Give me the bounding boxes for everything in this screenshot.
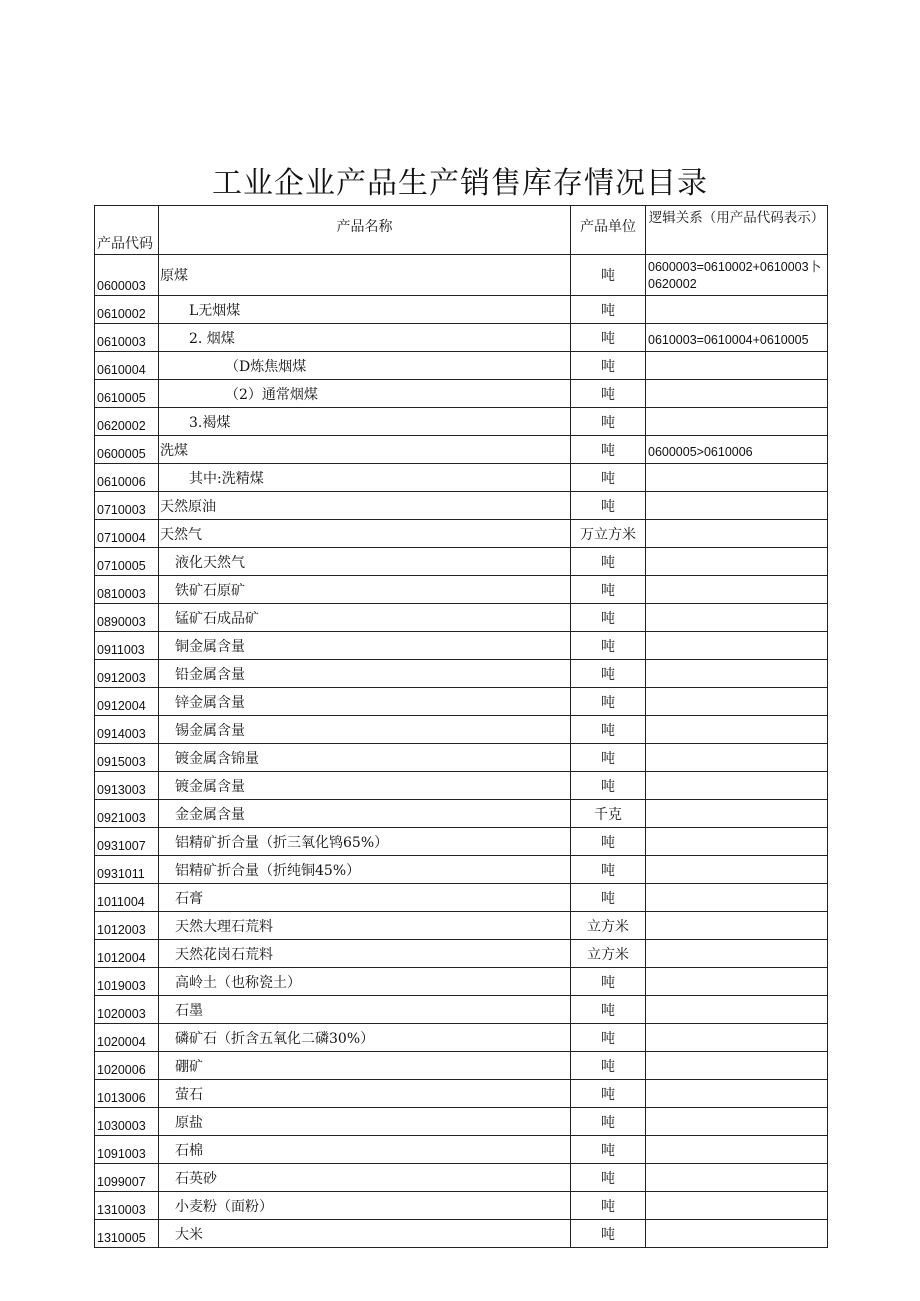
product-unit-cell: 吨 — [571, 632, 646, 660]
logic-relation-cell: 0610003=0610004+0610005 — [646, 324, 828, 352]
product-code-cell: 1310003 — [95, 1192, 159, 1220]
product-unit-cell: 吨 — [571, 1052, 646, 1080]
product-code-cell: 1012003 — [95, 912, 159, 940]
table-row — [95, 436, 828, 464]
logic-relation-cell — [646, 352, 828, 380]
product-code-cell: 0913003 — [95, 772, 159, 800]
product-name-cell: 液化天然气 — [159, 548, 571, 576]
product-code-cell: 0610006 — [95, 464, 159, 492]
table-row — [95, 632, 828, 660]
product-code-cell: 0914003 — [95, 716, 159, 744]
product-code-cell: 1019003 — [95, 968, 159, 996]
product-unit-cell: 吨 — [571, 436, 646, 464]
product-name-cell: 石棉 — [159, 1136, 571, 1164]
product-unit-cell: 吨 — [571, 1220, 646, 1248]
logic-relation-cell — [646, 380, 828, 408]
product-code-cell: 0912003 — [95, 660, 159, 688]
product-code-cell: 0921003 — [95, 800, 159, 828]
table-row — [95, 912, 828, 940]
product-unit-cell: 吨 — [571, 744, 646, 772]
product-unit-cell: 吨 — [571, 352, 646, 380]
table-row — [95, 688, 828, 716]
product-code-cell: 1012004 — [95, 940, 159, 968]
product-unit-cell: 吨 — [571, 255, 646, 296]
logic-relation-cell — [646, 1052, 828, 1080]
header-product-name: 产品名称 — [159, 206, 571, 255]
table-row — [95, 996, 828, 1024]
product-name-cell: 铝精矿折合量（折三氧化鸨65%） — [159, 828, 571, 856]
table-row — [95, 352, 828, 380]
table-row — [95, 1192, 828, 1220]
product-unit-cell: 吨 — [571, 576, 646, 604]
logic-relation-cell — [646, 576, 828, 604]
logic-relation-cell — [646, 1080, 828, 1108]
product-unit-cell: 立方米 — [571, 940, 646, 968]
product-unit-cell: 立方米 — [571, 912, 646, 940]
product-code-cell: 1020006 — [95, 1052, 159, 1080]
product-name-cell: 镀金属含锦量 — [159, 744, 571, 772]
product-name-cell: 2. 烟煤 — [159, 324, 571, 352]
product-code-cell: 0710005 — [95, 548, 159, 576]
product-code-cell: 0600003 — [95, 255, 159, 296]
table-row — [95, 604, 828, 632]
table-row — [95, 408, 828, 436]
table-row — [95, 800, 828, 828]
logic-relation-cell — [646, 632, 828, 660]
product-name-cell: 天然花岗石荒料 — [159, 940, 571, 968]
table-row — [95, 968, 828, 996]
product-name-cell: 原盐 — [159, 1108, 571, 1136]
product-unit-cell: 吨 — [571, 884, 646, 912]
table-row — [95, 716, 828, 744]
product-unit-cell: 千克 — [571, 800, 646, 828]
logic-relation-cell — [646, 688, 828, 716]
product-unit-cell: 吨 — [571, 548, 646, 576]
header-product-unit: 产品单位 — [571, 206, 646, 255]
product-name-cell: 其中:洗精煤 — [159, 464, 571, 492]
logic-relation-cell — [646, 464, 828, 492]
product-code-cell: 0620002 — [95, 408, 159, 436]
logic-relation-cell — [646, 996, 828, 1024]
product-name-cell: 大米 — [159, 1220, 571, 1248]
product-name-cell: 天然大理石荒料 — [159, 912, 571, 940]
table-row — [95, 548, 828, 576]
product-unit-cell: 吨 — [571, 828, 646, 856]
product-unit-cell: 吨 — [571, 716, 646, 744]
logic-relation-cell — [646, 604, 828, 632]
header-product-code: 产品代码 — [95, 206, 159, 255]
product-unit-cell: 吨 — [571, 856, 646, 884]
logic-relation-cell: 0600005>0610006 — [646, 436, 828, 464]
product-unit-cell: 吨 — [571, 968, 646, 996]
table-row — [95, 1024, 828, 1052]
product-code-cell: 1013006 — [95, 1080, 159, 1108]
table-row — [95, 296, 828, 324]
product-name-cell: 锌金属含量 — [159, 688, 571, 716]
table-row — [95, 380, 828, 408]
logic-relation-cell — [646, 1220, 828, 1248]
logic-relation-cell — [646, 772, 828, 800]
product-code-cell: 0915003 — [95, 744, 159, 772]
product-code-cell: 0890003 — [95, 604, 159, 632]
logic-relation-cell — [646, 828, 828, 856]
page-title: 工业企业产品生产销售库存情况目录 — [212, 166, 708, 201]
product-unit-cell: 吨 — [571, 1108, 646, 1136]
product-name-cell: 洗煤 — [159, 436, 571, 464]
table-row — [95, 940, 828, 968]
logic-relation-cell — [646, 940, 828, 968]
logic-relation-cell — [646, 1164, 828, 1192]
product-name-cell: 铅金属含量 — [159, 660, 571, 688]
product-code-cell: 0610002 — [95, 296, 159, 324]
table-row — [95, 464, 828, 492]
product-code-cell: 0610004 — [95, 352, 159, 380]
table-body — [95, 255, 828, 1248]
product-unit-cell: 吨 — [571, 1136, 646, 1164]
product-unit-cell: 吨 — [571, 492, 646, 520]
product-code-cell: 0810003 — [95, 576, 159, 604]
table-row — [95, 828, 828, 856]
logic-relation-cell — [646, 800, 828, 828]
logic-relation-cell — [646, 1024, 828, 1052]
table-row — [95, 1136, 828, 1164]
logic-relation-cell — [646, 1108, 828, 1136]
product-unit-cell: 吨 — [571, 1164, 646, 1192]
product-name-cell: 镀金属含量 — [159, 772, 571, 800]
product-unit-cell: 吨 — [571, 296, 646, 324]
product-code-cell: 1011004 — [95, 884, 159, 912]
product-name-cell: 铝精矿折合量（折纯铜45%） — [159, 856, 571, 884]
product-name-cell: 锰矿石成品矿 — [159, 604, 571, 632]
table-row — [95, 744, 828, 772]
logic-relation-cell — [646, 492, 828, 520]
product-code-cell: 0710003 — [95, 492, 159, 520]
product-name-cell: 高岭土（也称瓷土） — [159, 968, 571, 996]
product-name-cell: 硼矿 — [159, 1052, 571, 1080]
logic-relation-cell — [646, 296, 828, 324]
product-name-cell: 石英砂 — [159, 1164, 571, 1192]
table-row — [95, 856, 828, 884]
product-name-cell: 石膏 — [159, 884, 571, 912]
product-code-cell: 0610005 — [95, 380, 159, 408]
product-code-cell: 0931011 — [95, 856, 159, 884]
product-code-cell: 1020003 — [95, 996, 159, 1024]
logic-relation-cell — [646, 520, 828, 548]
product-name-cell: （D炼焦烟煤 — [159, 352, 571, 380]
product-code-cell: 1310005 — [95, 1220, 159, 1248]
logic-relation-cell — [646, 408, 828, 436]
logic-relation-cell — [646, 1136, 828, 1164]
logic-relation-cell — [646, 912, 828, 940]
logic-relation-cell — [646, 968, 828, 996]
product-code-cell: 0911003 — [95, 632, 159, 660]
table-row — [95, 520, 828, 548]
product-unit-cell: 吨 — [571, 1192, 646, 1220]
product-name-cell: 萤石 — [159, 1080, 571, 1108]
product-name-cell: 小麦粉（面粉） — [159, 1192, 571, 1220]
logic-relation-cell — [646, 856, 828, 884]
product-name-cell: 天然气 — [159, 520, 571, 548]
product-code-cell: 0710004 — [95, 520, 159, 548]
table-row — [95, 772, 828, 800]
product-unit-cell: 吨 — [571, 688, 646, 716]
product-name-cell: 天然原油 — [159, 492, 571, 520]
product-unit-cell: 吨 — [571, 660, 646, 688]
product-code-cell: 0912004 — [95, 688, 159, 716]
table-row — [95, 1108, 828, 1136]
product-unit-cell: 吨 — [571, 408, 646, 436]
logic-relation-cell — [646, 884, 828, 912]
product-code-cell: 0600005 — [95, 436, 159, 464]
table-header-row — [95, 206, 828, 255]
table-row — [95, 1052, 828, 1080]
product-unit-cell: 吨 — [571, 996, 646, 1024]
product-code-cell: 0610003 — [95, 324, 159, 352]
logic-relation-cell — [646, 660, 828, 688]
product-name-cell: 原煤 — [159, 255, 571, 296]
logic-relation-cell — [646, 744, 828, 772]
product-name-cell: L无烟煤 — [159, 296, 571, 324]
table-row — [95, 255, 828, 296]
product-name-cell: 铁矿石原矿 — [159, 576, 571, 604]
product-name-cell: （2）通常烟煤 — [159, 380, 571, 408]
table-row — [95, 576, 828, 604]
header-logic-relation: 逻辑关系（用产品代码表示） — [646, 206, 828, 255]
table-row — [95, 324, 828, 352]
product-catalog-table — [94, 205, 828, 1248]
product-unit-cell: 吨 — [571, 1024, 646, 1052]
product-unit-cell: 吨 — [571, 1080, 646, 1108]
product-unit-cell: 吨 — [571, 772, 646, 800]
product-unit-cell: 吨 — [571, 464, 646, 492]
product-name-cell: 磷矿石（折含五氧化二磷30%） — [159, 1024, 571, 1052]
product-code-cell: 1030003 — [95, 1108, 159, 1136]
logic-relation-cell — [646, 716, 828, 744]
product-code-cell: 1020004 — [95, 1024, 159, 1052]
product-code-cell: 1099007 — [95, 1164, 159, 1192]
product-name-cell: 锡金属含量 — [159, 716, 571, 744]
product-unit-cell: 万立方米 — [571, 520, 646, 548]
table-row — [95, 884, 828, 912]
product-name-cell: 金金属含量 — [159, 800, 571, 828]
product-unit-cell: 吨 — [571, 380, 646, 408]
table-row — [95, 1220, 828, 1248]
table-row — [95, 1164, 828, 1192]
logic-relation-cell — [646, 1192, 828, 1220]
product-code-cell: 0931007 — [95, 828, 159, 856]
product-name-cell: 3.褐煤 — [159, 408, 571, 436]
product-unit-cell: 吨 — [571, 604, 646, 632]
table-row — [95, 660, 828, 688]
logic-relation-cell — [646, 548, 828, 576]
product-code-cell: 1091003 — [95, 1136, 159, 1164]
table-row — [95, 492, 828, 520]
product-name-cell: 石墨 — [159, 996, 571, 1024]
product-name-cell: 铜金属含量 — [159, 632, 571, 660]
product-unit-cell: 吨 — [571, 324, 646, 352]
logic-relation-cell: 0600003=0610002+0610003卜0620002 — [646, 255, 828, 296]
table-row — [95, 1080, 828, 1108]
